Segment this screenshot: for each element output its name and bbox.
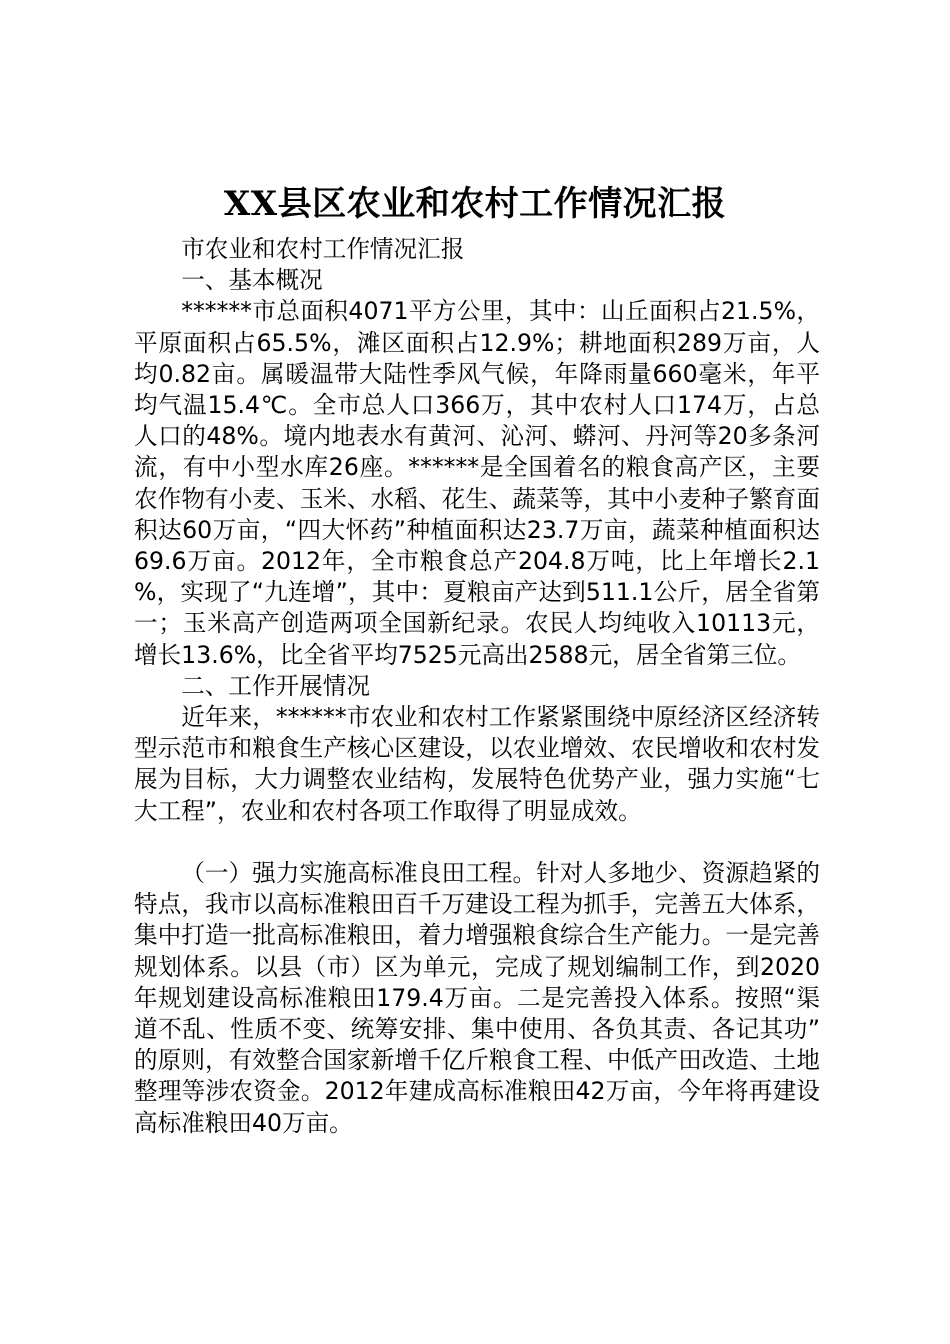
- paragraph-basic-overview: ******市总面积4071平方公里，其中：山丘面积占21.5%，平原面积占65.5%，滩区面积占12.9%；耕地面积289万亩，人均0.82亩。属暖温带大陆性季风气候，年降雨量660毫米，年平均气温15.4℃。全市总人口366万，其中农村人口174万，占总人口的48%。境内地表水有黄河、沁河、蟒河、丹河等20多条河流，有中小型水库26座。******是全国着名的粮食高产区，主要农作物有小麦、玉米、水稻、花生、蔬菜等，其中小麦种子繁育面积达60万亩，“四大怀药”种植面积达23.7万亩，蔬菜种植面积达69.6万亩。2012年，全市粮食总产204.8万吨，比上年增长2.1%，实现了“九连增”，其中：夏粮亩产达到511.1公斤，居全省第一；玉米高产创造两项全国新纪录。农民人均纯收入10113元，增长13.6%，比全省平均7525元高出2588元，居全省第三位。: [134, 297, 820, 669]
- document-body: [134, 234, 820, 1139]
- section-heading-basic-overview: 一、基本概况: [181, 266, 323, 295]
- paragraph-high-standard-fields: （一）强力实施高标准良田工程。针对人多地少、资源趋紧的特点，我市以高标准粮田百千万建设工程为抓手，完善五大体系，集中打造一批高标准粮田，着力增强粮食综合生产能力。一是完善规划体系。以县（市）区为单元，完成了规划编制工作，到2020年规划建设高标准粮田179.4万亩。二是完善投入体系。按照“渠道不乱、性质不变、统筹安排、集中使用、各负其责、各记其功”的原则，有效整合国家新增千亿斤粮食工程、中低产田改造、土地整理等涉农资金。2012年建成高标准粮田42万亩，今年将再建设高标准粮田40万亩。: [134, 859, 820, 1137]
- paragraph-spacer: [134, 827, 820, 858]
- paragraph-subtitle: 市农业和农村工作情况汇报: [181, 235, 465, 263]
- section-heading-work-progress: 二、工作开展情况: [181, 671, 370, 700]
- document-title: XX县区农业和农村工作情况汇报: [223, 184, 727, 224]
- paragraph-work-progress: 近年来，******市农业和农村工作紧紧围绕中原经济区经济转型示范市和粮食生产核心区建设，以农业增效、农民增收和农村发展为目标，大力调整农业结构，发展特色优势产业，强力实施“七大工程”，农业和农村各项工作取得了明显成效。: [134, 703, 820, 825]
